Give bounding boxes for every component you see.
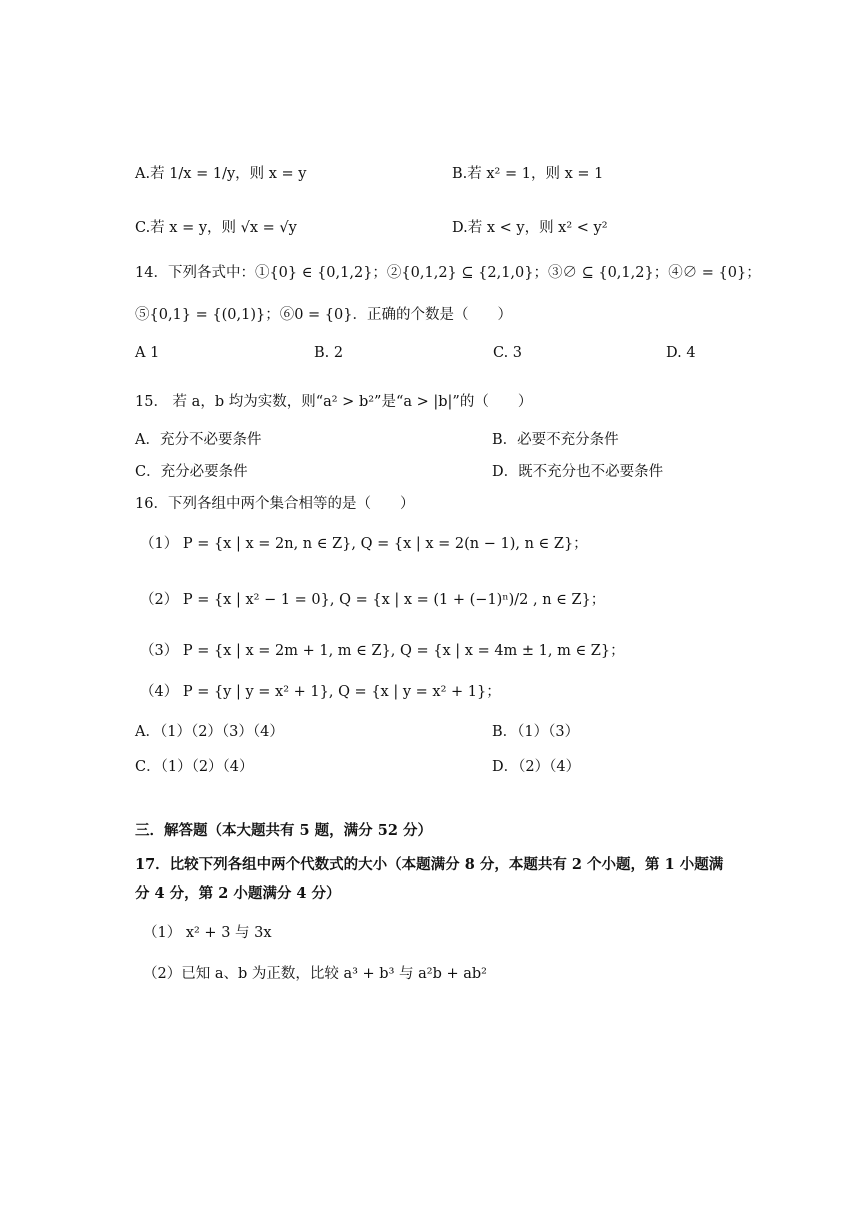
q16-item-4: （4） P = {y | y = x² + 1}, Q = {x | y = x² + 1}； (140, 684, 501, 700)
q13-option-a: A.若 1/x = 1/y，则 x = y (135, 166, 307, 182)
q13-option-d: D.若 x < y，则 x² < y² (452, 220, 608, 236)
q16-option-a: A．（1）（2）（3）（4） (135, 724, 284, 740)
q14-stem-line1: 14．下列各式中：①{0} ∈ {0,1,2}；②{0,1,2} ⊆ {2,1,0}；③∅ ⊆ {0,1,2}；④∅ = {0}； (135, 265, 761, 281)
q15-option-a: A．充分不必要条件 (135, 432, 262, 448)
q14-option-b: B. 2 (314, 345, 344, 361)
q16-item-1: （1） P = {x | x = 2n, n ∈ Z}, Q = {x | x = 2(n − 1), n ∈ Z}； (140, 536, 588, 552)
q16-option-c: C．（1）（2）（4） (135, 759, 254, 775)
section-heading: 三．解答题（本大题共有 5 题，满分 52 分） (135, 822, 432, 839)
q15-option-b: B．必要不充分条件 (492, 432, 619, 448)
q15-option-d: D．既不充分也不必要条件 (492, 464, 664, 480)
q16-option-b: B．（1）（3） (492, 724, 580, 740)
q17-part-1: （1） x² + 3 与 3x (143, 925, 272, 941)
q17-stem-line1: 17．比较下列各组中两个代数式的大小（本题满分 8 分，本题共有 2 个小题，第 1 小题满 (135, 856, 724, 873)
q16-stem: 16．下列各组中两个集合相等的是（ ） (135, 496, 415, 512)
q15-stem: 15． 若 a，b 均为实数，则“a² > b²”是“a > |b|”的（ ） (135, 394, 533, 410)
q14-option-d: D. 4 (666, 345, 696, 361)
q16-item-2: （2） P = {x | x² − 1 = 0}, Q = {x | x = (1 + (−1)ⁿ)/2 , n ∈ Z}； (140, 592, 606, 608)
q14-option-c: C. 3 (493, 345, 523, 361)
q17-part-2: （2）已知 a、b 为正数，比较 a³ + b³ 与 a²b + ab² (143, 966, 487, 982)
q13-option-c: C.若 x = y，则 √x = √y (135, 220, 297, 236)
q16-item-3: （3） P = {x | x = 2m + 1, m ∈ Z}, Q = {x | x = 4m ± 1, m ∈ Z}； (140, 643, 625, 659)
q14-stem-line2: ⑤{0,1} = {(0,1)}；⑥0 = {0}．正确的个数是（ ） (135, 307, 512, 323)
q16-option-d: D．（2）（4） (492, 759, 581, 775)
q14-option-a: A 1 (135, 345, 160, 361)
q15-option-c: C．充分必要条件 (135, 464, 248, 480)
q17-stem-line2: 分 4 分，第 2 小题满分 4 分） (135, 885, 341, 902)
q13-option-b: B.若 x² = 1，则 x = 1 (452, 166, 604, 182)
